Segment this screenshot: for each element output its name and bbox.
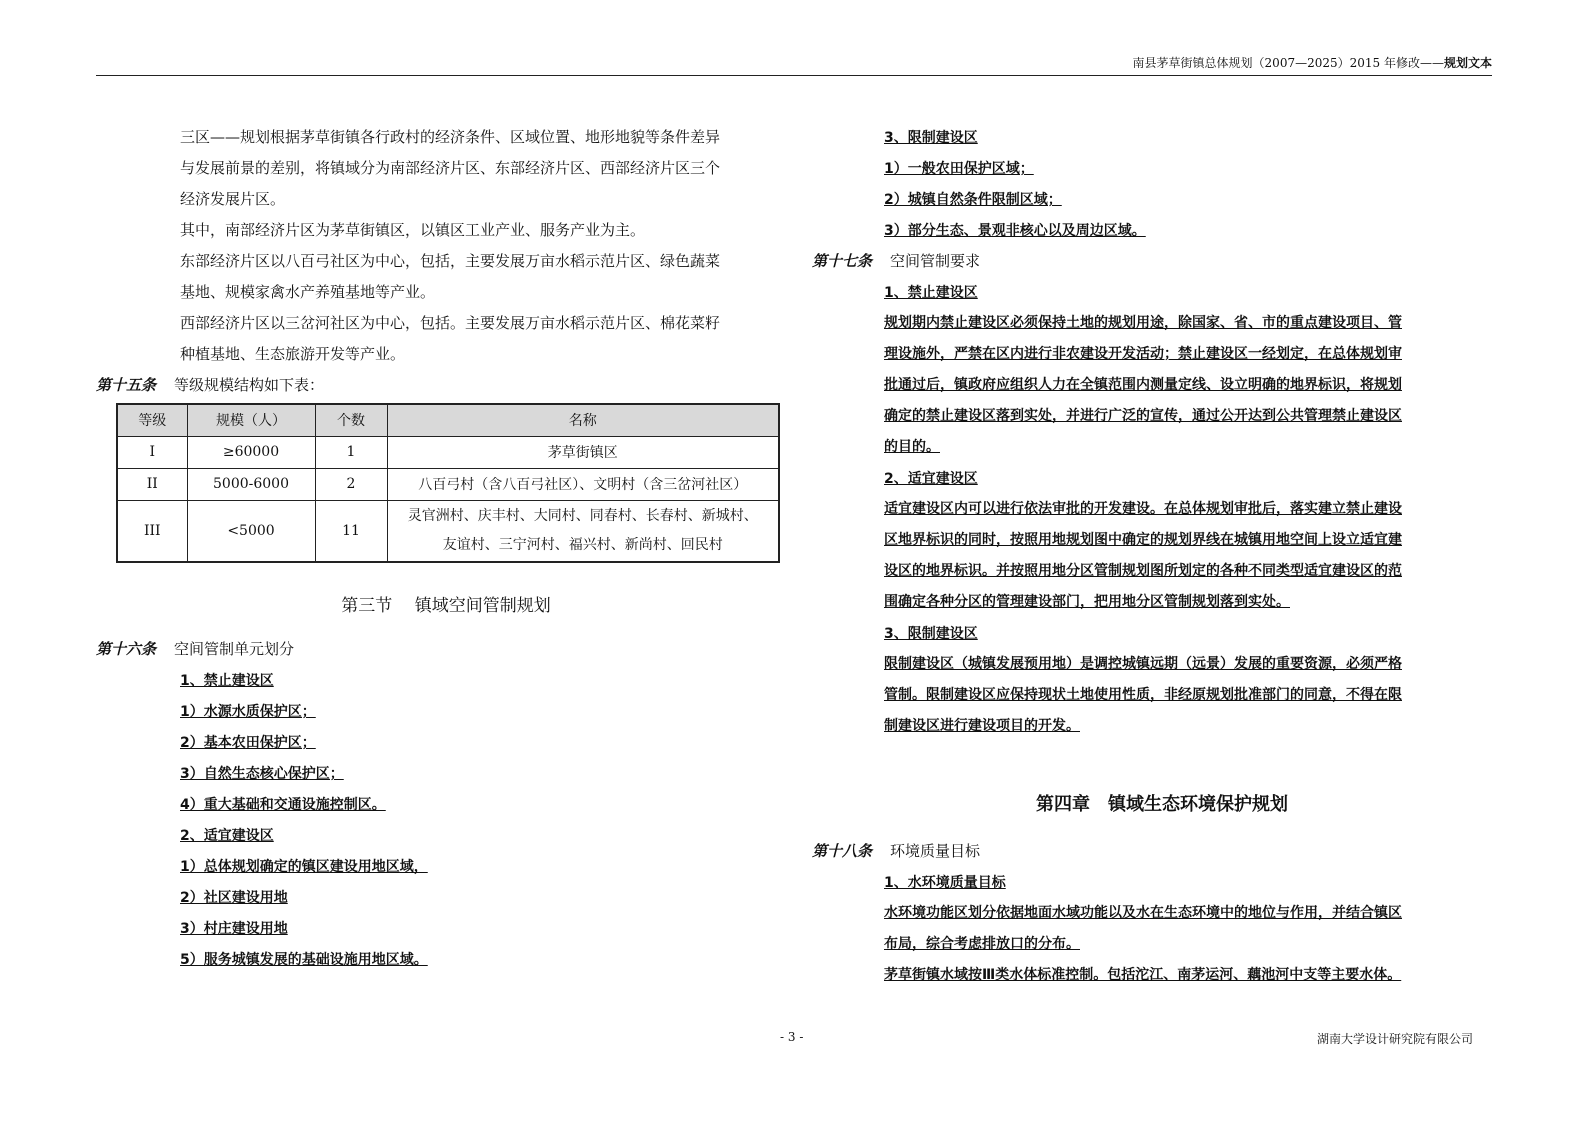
paragraph-line	[884, 432, 1476, 463]
intro-line: 三区——规划根据茅草街镇各行政村的经济条件、区域位置、地形地貌等条件差异	[180, 128, 721, 146]
subheading-text: 3、限制建设区	[884, 626, 978, 642]
article-18	[812, 836, 1512, 867]
page-number: - 3 -	[780, 1030, 804, 1044]
header-title: 南县茅草街镇总体规划（2007—2025）2015 年修改——	[1132, 56, 1444, 70]
list-item	[96, 758, 796, 789]
paragraph-line-text: 区地界标识的同时，按照用地规划图中确定的规划界线在城镇用地空间上设立适宜建	[884, 532, 1402, 548]
paragraph-line	[884, 370, 1476, 401]
subheading	[812, 463, 1512, 494]
paragraph-line	[884, 649, 1476, 680]
list-item-text: 2）基本农田保护区；	[180, 735, 316, 751]
paragraph-line	[884, 494, 1476, 525]
table-cell: ≥60000	[187, 436, 315, 468]
paragraph-line-text: 规划期内禁止建设区必须保持土地的规划用途，除国家、省、市的重点建设项目、管	[884, 315, 1402, 331]
table-row	[117, 468, 779, 500]
article-15	[96, 370, 796, 401]
paragraph-line-text: 围确定各种分区的管理建设部门，把用地分区管制规划落到实处。	[884, 594, 1290, 610]
list-item	[812, 153, 1512, 184]
list-item	[812, 215, 1512, 246]
paragraph-line-text: 确定的禁止建设区落到实处，并进行广泛的宣传，通过公开达到公共管理禁止建设区	[884, 408, 1402, 424]
intro-line: 东部经济片区以八百弓社区为中心，包括，主要发展万亩水稻示范片区、绿色蔬菜	[180, 252, 721, 270]
paragraph-line	[884, 339, 1476, 370]
list-item	[96, 696, 796, 727]
subheading	[812, 277, 1512, 308]
paragraph-line-text: 理设施外，严禁在区内进行非农建设开发活动；禁止建设区一经划定，在总体规划审	[884, 346, 1402, 362]
article-label: 第十六条	[96, 640, 157, 658]
right-column	[812, 122, 1512, 991]
paragraph-line-text: 茅草街镇水域按Ⅲ类水体标准控制。包括沱江、南茅运河、藕池河中支等主要水体。	[884, 967, 1402, 983]
table-cell: <5000	[187, 500, 315, 562]
subheading	[812, 867, 1512, 898]
list-item	[96, 665, 796, 696]
list-item-text: 3、限制建设区	[884, 130, 978, 146]
list-item	[96, 789, 796, 820]
paragraph-line-text: 水环境功能区划分依据地面水域功能以及水在生态环境中的地位与作用，并结合镇区	[884, 905, 1402, 921]
article-label: 第十八条	[812, 842, 873, 860]
list-item	[96, 820, 796, 851]
page-header	[96, 54, 1492, 76]
subheading-text: 1、禁止建设区	[884, 285, 978, 301]
table-cell: III	[117, 500, 187, 562]
table-cell-line: 友谊村、三宁河村、福兴村、新尚村、回民村	[442, 536, 723, 553]
left-column	[96, 122, 796, 975]
table-cell: II	[117, 468, 187, 500]
paragraph-line-text: 管制。限制建设区应保持现状土地使用性质，非经原规划批准部门的同意，不得在限	[884, 687, 1402, 703]
paragraph-line	[884, 960, 1476, 991]
header-suffix: 规划文本	[1443, 56, 1492, 70]
table-cell: 11	[315, 500, 387, 562]
list-item	[96, 851, 796, 882]
list-item	[96, 944, 796, 975]
list-item-text: 1、禁止建设区	[180, 673, 274, 689]
water-paragraph	[812, 898, 1512, 991]
paragraph-line	[884, 929, 1476, 960]
article-text: 空间管制要求	[890, 252, 981, 270]
article-text: 等级规模结构如下表：	[174, 376, 325, 394]
article-text: 环境质量目标	[890, 842, 981, 860]
paragraph-line	[884, 587, 1476, 618]
intro-line: 西部经济片区以三岔河社区为中心，包括。主要发展万亩水稻示范片区、棉花菜籽	[180, 314, 721, 332]
list-item	[96, 913, 796, 944]
intro-line: 基地、规模家禽水产养殖基地等产业。	[180, 283, 436, 301]
list-item-text: 1）一般农田保护区域；	[884, 161, 1034, 177]
intro-line: 经济发展片区。	[180, 190, 286, 208]
paragraph-line	[884, 525, 1476, 556]
table-header: 等级	[117, 404, 187, 436]
paragraph-line-text: 适宜建设区内可以进行依法审批的开发建设。在总体规划审批后，落实建立禁止建设	[884, 501, 1402, 517]
section-title: 第三节 镇域空间管制规划	[341, 596, 551, 616]
article-label: 第十七条	[812, 252, 873, 270]
list-item-text: 4）重大基础和交通设施控制区。	[180, 797, 386, 813]
list-item	[96, 882, 796, 913]
list-item-text: 1）总体规划确定的镇区建设用地区域，	[180, 859, 428, 875]
subheading	[812, 618, 1512, 649]
article-text: 空间管制单元划分	[174, 640, 295, 658]
table-cell-line: 灵官洲村、庆丰村、大同村、同春村、长春村、新城村、	[407, 507, 758, 524]
table-header-row	[117, 404, 779, 436]
subheading-text: 1、水环境质量目标	[884, 875, 1006, 891]
table-cell: 5000-6000	[187, 468, 315, 500]
intro-line: 种植基地、生态旅游开发等产业。	[180, 345, 406, 363]
paragraph-line-text: 布局，综合考虑排放口的分布。	[884, 936, 1080, 952]
list-item-text: 2）社区建设用地	[180, 890, 288, 906]
paragraph-line	[884, 680, 1476, 711]
list-item-text: 3）部分生态、景观非核心以及周边区域。	[884, 223, 1146, 239]
table-cell: 2	[315, 468, 387, 500]
table-cell: 1	[315, 436, 387, 468]
article-16	[96, 634, 796, 665]
list-item-text: 5）服务城镇发展的基础设施用地区域。	[180, 952, 428, 968]
table-header: 个数	[315, 404, 387, 436]
list-item	[96, 727, 796, 758]
paragraph-line-text: 限制建设区（城镇发展预用地）是调控城镇远期（远景）发展的重要资源，必须严格	[884, 656, 1402, 672]
paragraph-line-text: 的目的。	[884, 439, 940, 455]
paragraph-line-text: 制建设区进行建设项目的开发。	[884, 718, 1080, 734]
table-cell: 茅草街镇区	[387, 436, 779, 468]
prohibit-paragraph	[812, 308, 1512, 463]
paragraph-line-text: 批通过后，镇政府应组织人力在全镇范围内测量定线、设立明确的地界标识，将规划	[884, 377, 1402, 393]
list-item-text: 3）村庄建设用地	[180, 921, 288, 937]
list-item-text: 2）城镇自然条件限制区域；	[884, 192, 1062, 208]
list-item	[812, 184, 1512, 215]
table-row	[117, 436, 779, 468]
restrict-paragraph	[812, 649, 1512, 742]
table-header: 名称	[387, 404, 779, 436]
subheading-text: 2、适宜建设区	[884, 471, 978, 487]
list-item-text: 1）水源水质保护区；	[180, 704, 316, 720]
scale-table	[116, 403, 780, 563]
chapter-title: 第四章 镇域生态环境保护规划	[1036, 794, 1288, 815]
paragraph-line	[884, 401, 1476, 432]
intro-line: 与发展前景的差别，将镇域分为南部经济片区、东部经济片区、西部经济片区三个	[180, 159, 721, 177]
table-cell: I	[117, 436, 187, 468]
paragraph-line	[884, 711, 1476, 742]
paragraph-line	[884, 556, 1476, 587]
paragraph-line	[884, 898, 1476, 929]
article-17	[812, 246, 1512, 277]
suitable-paragraph	[812, 494, 1512, 618]
paragraph-line-text: 设区的地界标识。并按照用地分区管制规划图所划定的各种不同类型适宜建设区的范	[884, 563, 1402, 579]
intro-line: 其中，南部经济片区为茅草街镇区，以镇区工业产业、服务产业为主。	[180, 221, 646, 239]
table-cell: 八百弓村（含八百弓社区）、文明村（含三岔河社区）	[387, 468, 779, 500]
footer-organization: 湖南大学设计研究院有限公司	[1316, 1032, 1473, 1046]
list-item-text: 3）自然生态核心保护区；	[180, 766, 344, 782]
table-header: 规模（人）	[187, 404, 315, 436]
paragraph-line	[884, 308, 1476, 339]
list-item-text: 2、适宜建设区	[180, 828, 274, 844]
list-item	[812, 122, 1512, 153]
table-cell	[387, 500, 779, 562]
table-row	[117, 500, 779, 562]
article-label: 第十五条	[96, 376, 157, 394]
